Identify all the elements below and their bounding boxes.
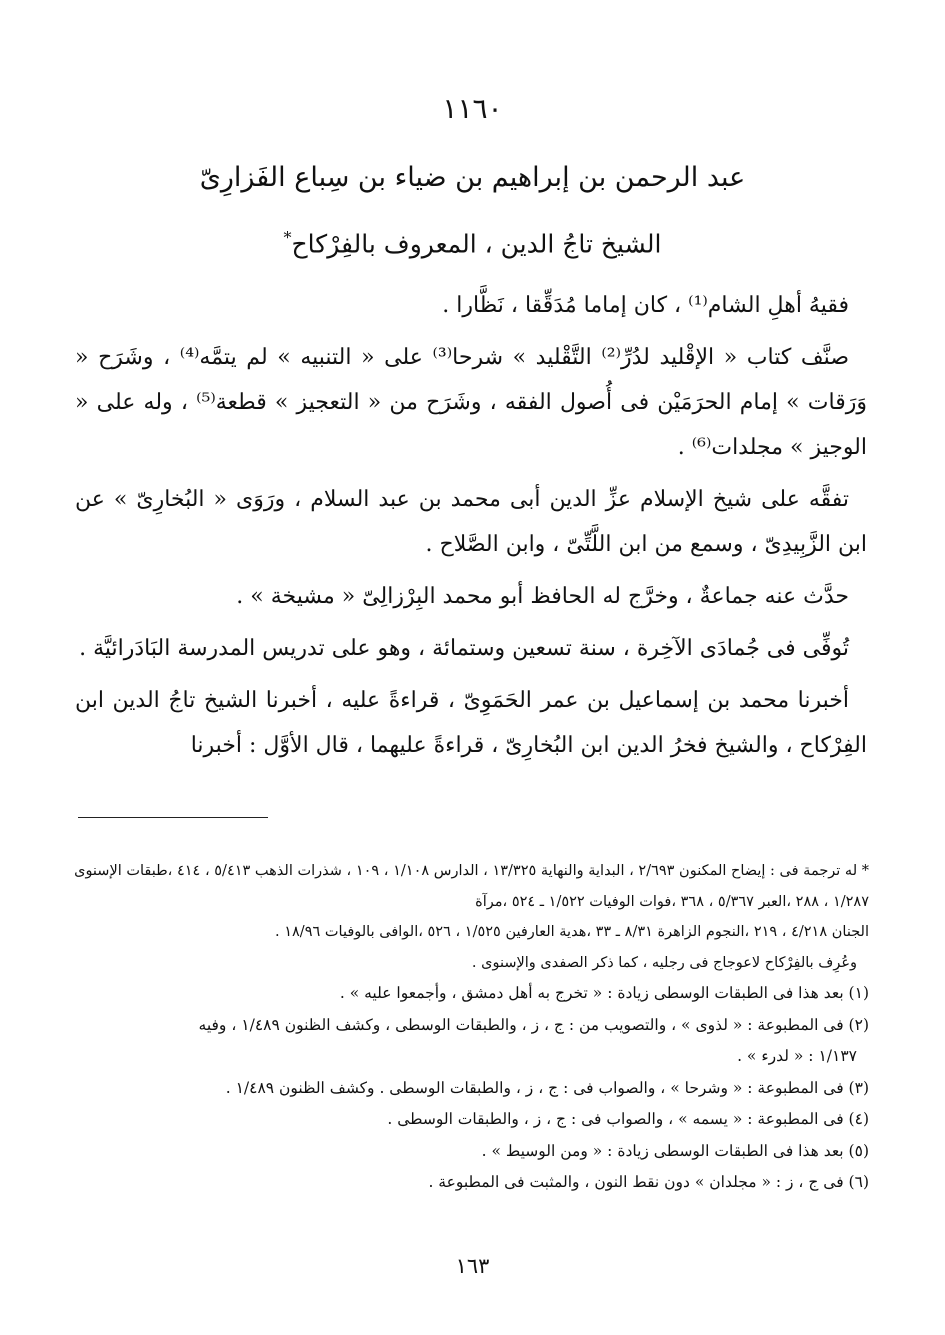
entry-title: عبد الرحمن بن إبراهيم بن ضياء بن سِباع الفَزارِىّ [199,162,746,193]
footnote-item: (٦) فى ج ، ز : « مجلدان » دون نقط النون ، والمثبت فى المطبوعة . [428,1173,869,1191]
footnote-divider [78,817,268,818]
footnote-item: (٢) فى المطبوعة : « لذوى » ، والتصويب من : ج ، ز ، والطبقات الوسطى ، وكشف الظنون ١/٤٨٩ ، وفيه [198,1015,869,1034]
footnote-star-line: * له ترجمة فى : إيضاح المكنون ٢/٦٩٣ ، البداية والنهاية ١٣/٣٢٥ ، الدارس ١/١٠٨ ، ١٠٩ ، شذرات الذهب ٥/٤١٣ ، ٤١٤ ،طبقات الإسنوى ١/٢٨٧ ، ٢٨٨ ،العبر ٥/٣٦٧ ، ٣٦٨ ،فوات الوفيات ١/٥٢٢ ـ ٥٢٤ ،مرآة [74,863,869,910]
footnotes [74,856,869,1199]
footnote-item: (١) بعد هذا فى الطبقات الوسطى زيادة : « تخرج به أهل دمشق ، وأجمعوا عليه » . [339,984,869,1002]
body-paragraph: صنَّف كتاب « الإقْليد لدُرِّ⁽²⁾ التَّقْليد » شرحا⁽³⁾ على « التنبيه » لم يتمَّه⁽⁴⁾ ، وشَرَح « وَرَقات » إمام الحرَمَيْن فى أُصول الفقه ، وشَرَح من « التعجيز » قطعة⁽⁵⁾ ، وله على « الوجيز » مجلدات⁽⁶⁾ . [75,345,867,460]
biography-body [75,283,867,775]
page-number: ١٦٣ [455,1254,490,1278]
body-paragraph: حدَّث عنه جماعةٌ ، وخرَّج له الحافظ أبو محمد البِرْزالِىّ « مشيخة » . [236,584,849,609]
body-paragraph: أخبرنا محمد بن إسماعيل بن عمر الحَمَوِىّ ، قراءةً عليه ، أخبرنا الشيخ تاجُ الدين ابن الفِرْكاح ، والشيخ فخرُ الدين ابن البُخارِىّ ، قراءةً عليهما ، قال الأوَّل : أخبرنا [75,688,867,758]
footnote-item: (٣) فى المطبوعة : « وشرحا » ، والصواب فى : ج ، ز ، والطبقات الوسطى . وكشف الظنون ١/٤٨٩ . [225,1078,869,1097]
subtitle-footnote-marker: * [283,228,292,247]
entry-number: ١١٦٠ [442,92,503,125]
entry-subtitle [0,228,945,258]
footnote-item: (٥) بعد هذا فى الطبقات الوسطى زيادة : « ومن الوسيط » . [481,1141,869,1160]
footnote-star-line: وعُرِف بالفِرْكاح لاعوجاج فى رجليه ، كما ذكر الصفدى والإسنوى . [471,954,857,971]
footnote-item: (٤) فى المطبوعة : « يسمه » ، والصواب فى : ج ، ز ، والطبقات الوسطى . [387,1110,869,1128]
footnote-star-line: الجنان ٤/٢١٨ ، ٢١٩ ،النجوم الزاهرة ٨/٣١ ـ ٣٣ ،هدية العارفين ١/٥٢٥ ، ٥٢٦ ،الوافى بالوفيات ١٨/٩٦ . [275,924,869,940]
footnote-item-continuation: ١/١٣٧ : « لدرء » . [737,1047,857,1065]
body-paragraph: تُوفِّى فى جُمادَى الآخِرة ، سنة تسعين وستمائة ، وهو على تدريس المدرسة البَادَرائيَّة . [79,636,849,661]
entry-subtitle-text: الشيخ تاجُ الدين ، المعروف بالفِرْكاح [291,229,662,259]
body-paragraph: تفقَّه على شيخ الإسلام عزِّ الدين أبى محمد بن عبد السلام ، ورَوَى « البُخارِىّ » عن ابن الزَّبِيدِىّ ، وسمع من ابن اللَّتِّىّ ، وابن الصَّلاح . [75,487,867,557]
body-paragraph: فقيهُ أهلِ الشام⁽¹⁾ ، كان إماما مُدَقِّقا ، نَظَّارا . [442,293,849,318]
